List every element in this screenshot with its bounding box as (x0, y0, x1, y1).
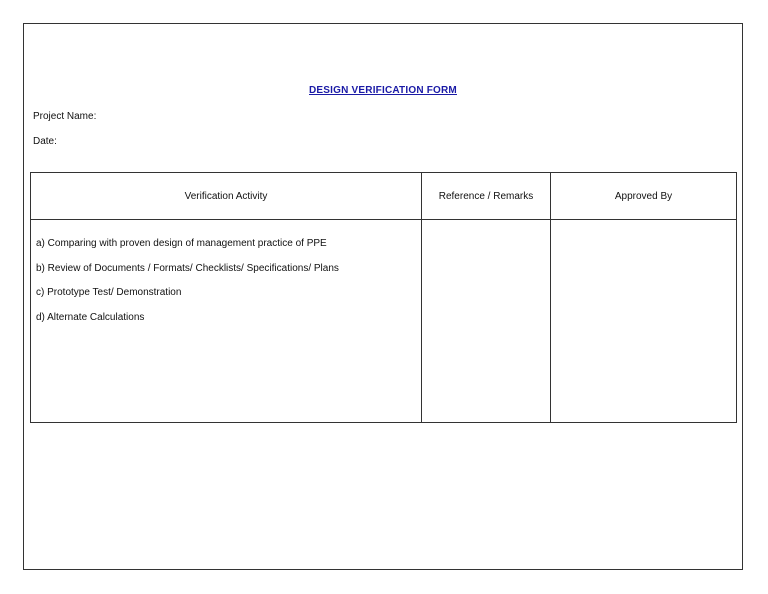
activity-cell (31, 220, 422, 423)
activity-item: c) Prototype Test/ Demonstration (36, 287, 182, 298)
header-verification-activity: Verification Activity (31, 173, 422, 220)
activity-list (31, 220, 421, 330)
form-title: DESIGN VERIFICATION FORM (309, 85, 457, 96)
project-name-label: Project Name: (33, 111, 97, 122)
verification-table (30, 172, 737, 423)
activity-item: b) Review of Documents / Formats/ Checklists/ Specifications/ Plans (36, 262, 339, 274)
table-header-row (31, 173, 737, 220)
activity-item: d) Alternate Calculations (36, 311, 145, 323)
activity-item: a) Comparing with proven design of management practice of PPE (36, 238, 327, 249)
header-reference-remarks: Reference / Remarks (422, 173, 551, 220)
header-approved-by: Approved By (551, 173, 737, 220)
approved-by-cell[interactable] (551, 220, 737, 423)
table-row (31, 220, 737, 423)
form-sheet (23, 23, 743, 570)
reference-remarks-cell[interactable] (422, 220, 551, 423)
date-label: Date: (33, 136, 57, 147)
